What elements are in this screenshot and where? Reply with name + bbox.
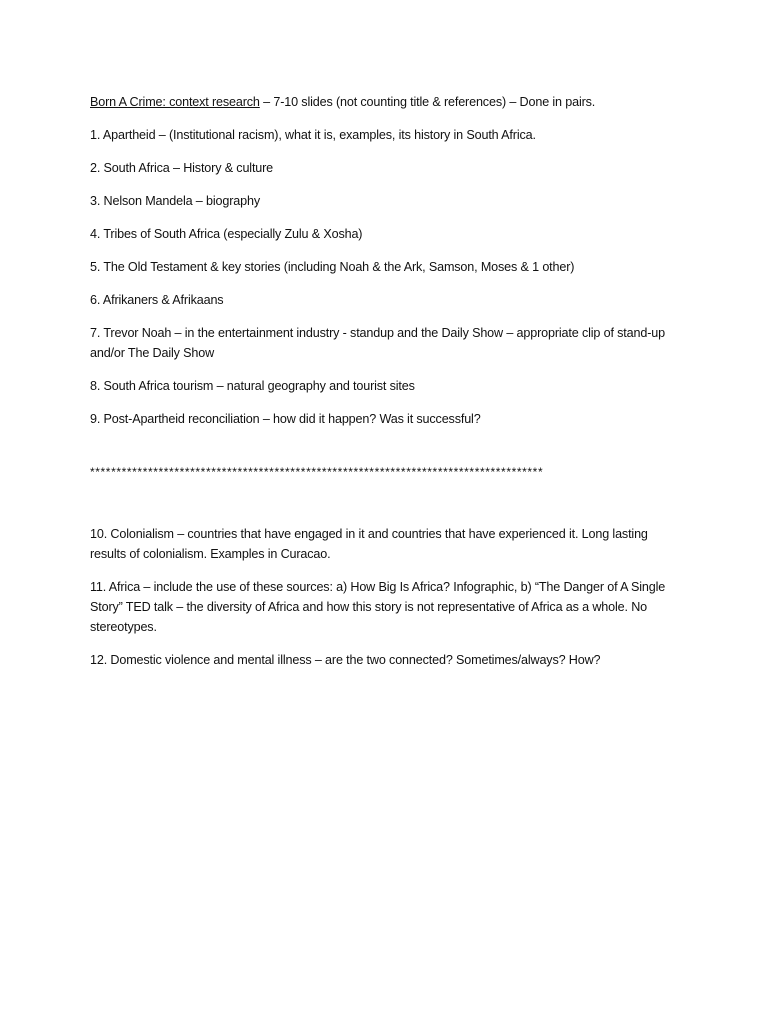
list-item-8: 8. South Africa tourism – natural geography and tourist sites xyxy=(90,379,415,393)
list-item-4: 4. Tribes of South Africa (especially Zulu & Xosha) xyxy=(90,227,363,241)
list-item-1: 1. Apartheid – (Institutional racism), what it is, examples, its history in South Africa. xyxy=(90,128,536,142)
assignment-heading xyxy=(90,92,680,112)
list-item-5: 5. The Old Testament & key stories (including Noah & the Ark, Samson, Moses & 1 other) xyxy=(90,260,575,274)
list-item-7: 7. Trevor Noah – in the entertainment industry - standup and the Daily Show – appropriate clip of stand-up and/or The Daily Show xyxy=(90,326,665,360)
list-item-10: 10. Colonialism – countries that have engaged in it and countries that have experienced it. Long lasting results of colonialism. Examples in Curacao. xyxy=(90,527,648,561)
assignment-title: Born A Crime: context research xyxy=(90,95,260,109)
list-item-11: 11. Africa – include the use of these sources: a) How Big Is Africa? Infographic, b) “The Danger of A Single Story” TED talk – the diversity of Africa and how this story is not representative of Africa as a whole. No stereotypes. xyxy=(90,580,666,634)
list-item-12: 12. Domestic violence and mental illness – are the two connected? Sometimes/always? How? xyxy=(90,653,601,667)
document-body xyxy=(90,92,680,683)
asterisk-separator: ************************************************************************************** xyxy=(90,465,544,479)
list-item-3: 3. Nelson Mandela – biography xyxy=(90,194,260,208)
list-item-2: 2. South Africa – History & culture xyxy=(90,161,274,175)
list-item-6: 6. Afrikaners & Afrikaans xyxy=(90,293,224,307)
list-item-9: 9. Post-Apartheid reconciliation – how did it happen? Was it successful? xyxy=(90,412,481,426)
assignment-subtitle: – 7-10 slides (not counting title & references) – Done in pairs. xyxy=(259,95,596,109)
